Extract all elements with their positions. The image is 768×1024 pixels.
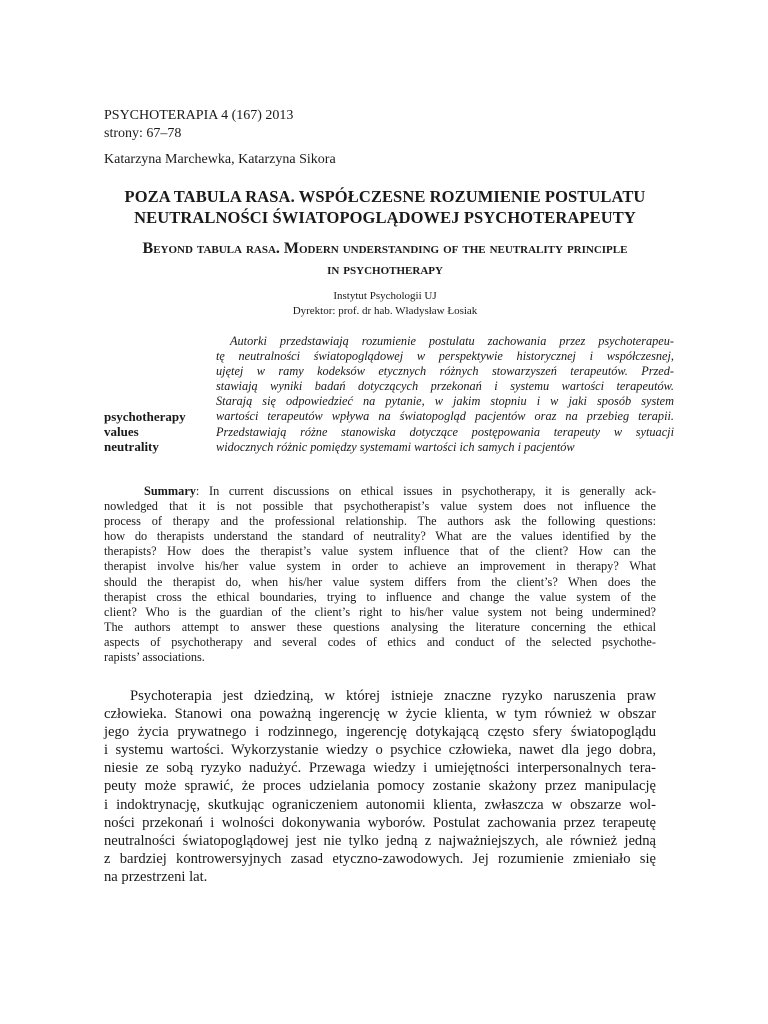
summary-line: therapist involve his/her value system in order to achieve an improvement in therapy? What (104, 559, 656, 574)
affiliation (160, 289, 610, 319)
body-line: Psychoterapia jest dziedziną, w której istnieje znaczne ryzyko naruszenia praw (130, 688, 656, 704)
body-line: i indoktrynację, skutkując ograniczeniem autonomii klienta, zwłaszcza w obszarze wol- (104, 796, 656, 813)
keyword: values (104, 424, 139, 439)
body-line: niesie ze sobą ryzyko nadużyć. Przewaga wiedzy i umiejętności interpersonalnych tera- (104, 760, 656, 777)
summary-line: should the therapist do, when his/her value system differs from the client’s? When does the (104, 574, 656, 589)
body-line: ności przekonań i wolności dokonywania wyborów. Postulat zachowania przez terapeutę (104, 814, 656, 831)
keyword: neutrality (104, 439, 159, 454)
summary-line (104, 484, 656, 499)
summary-line: therapists? How does the therapist’s value system influence that of the client? How can the (104, 544, 656, 559)
summary-label: Summary (144, 484, 196, 498)
keywords-list (104, 409, 186, 454)
body-line: neutralności światopoglądowej jest nie tylko jedną z najważniejszych, ale również jedną (104, 832, 656, 849)
english-title-line: Beyond tabula rasa. Modern understanding of the neutrality principle (142, 240, 628, 257)
english-title-line: in psychotherapy (327, 261, 443, 278)
page-range: strony: 67–78 (104, 126, 182, 141)
journal-citation: PSYCHOTERAPIA 4 (167) 2013 (104, 108, 294, 123)
summary-line: therapist cross the ethical boundaries, trying to influence and change the value system of the (104, 589, 656, 604)
body-paragraph (104, 687, 656, 886)
body-line: i systemu wartości. Wykorzystanie wiedzy o psychice człowieka, nawet dla jego dobra, (104, 742, 656, 759)
abstract-line: Starają się odpowiedzieć na pytanie, w jakim stopniu i w jaki sposób system (216, 394, 674, 409)
institute-name: Instytut Psychologii UJ (333, 290, 437, 302)
polish-title-line: NEUTRALNOŚCI ŚWIATOPOGLĄDOWEJ PSYCHOTERAPEUTY (134, 208, 636, 227)
summary-line: client? Who is the guardian of the client’s right to his/her value system not being undermined? (104, 604, 656, 619)
polish-title (60, 186, 710, 228)
summary-line: nowledged that it is not possible that psychotherapist’s value system does not influence the (104, 499, 656, 514)
director-name: Dyrektor: prof. dr hab. Władysław Łosiak (292, 305, 478, 317)
body-line: jego życia prywatnego i rodzinnego, ingerencję dotykającą często sfery światopoglądu (104, 724, 656, 741)
body-line: z bardziej kontrowersyjnych zasad etyczno-zawodowych. Jej rozumienie zmieniało się (104, 850, 656, 867)
english-title (60, 238, 710, 280)
keyword: psychotherapy (104, 409, 186, 424)
polish-abstract (216, 334, 674, 455)
summary-line: aspects of psychotherapy and several codes of ethics and conduct of the selected psychothe- (104, 634, 656, 649)
abstract-line: stawiają wyniki badań dotyczących przekonań i systemu wartości terapeutów. (216, 379, 674, 394)
body-line: na przestrzeni lat. (104, 868, 208, 885)
summary-line: rapists’ associations. (104, 650, 205, 665)
abstract-line: ujętej w ramy kodeksów etycznych różnych stowarzyszeń terapeutów. Przed- (216, 364, 674, 379)
abstract-line: tę neutralności światopoglądowej w perspektywie historycznej i współczesnej, (216, 349, 674, 364)
summary-line: The authors attempt to answer these questions analysing the literature concerning the ethical (104, 619, 656, 634)
summary-line: process of therapy and the professional relationship. The authors ask the following questions: (104, 514, 656, 529)
abstract-line: Autorki przedstawiają rozumienie postulatu zachowania przez psychoterapeu- (230, 334, 674, 348)
body-line: peuty może sprawić, że proces udzielania pomocy zostanie skażony przez manipulację (104, 778, 656, 795)
polish-title-line: POZA TABULA RASA. WSPÓŁCZESNE ROZUMIENIE POSTULATU (124, 187, 646, 206)
article-authors: Katarzyna Marchewka, Katarzyna Sikora (104, 152, 336, 167)
abstract-line: Przedstawiają różne stanowiska dotyczące postępowania terapeuty w sytuacji (216, 424, 674, 439)
body-line: człowieka. Stanowi ona poważną ingerencję w życie klienta, w tym również w obszar (104, 706, 656, 723)
summary-line: how do therapists understand the standard of neutrality? What are the values identified by the (104, 529, 656, 544)
abstract-line: wartości terapeutów wpływa na światopogląd pacjentów oraz na przebieg terapii. (216, 409, 674, 424)
summary-text: : In current discussions on ethical issues in psychotherapy, it is generally ack- (195, 484, 656, 498)
english-summary (104, 484, 656, 665)
abstract-line: widocznych różnic pomiędzy systemami wartości ich samych i pacjentów (216, 439, 575, 454)
